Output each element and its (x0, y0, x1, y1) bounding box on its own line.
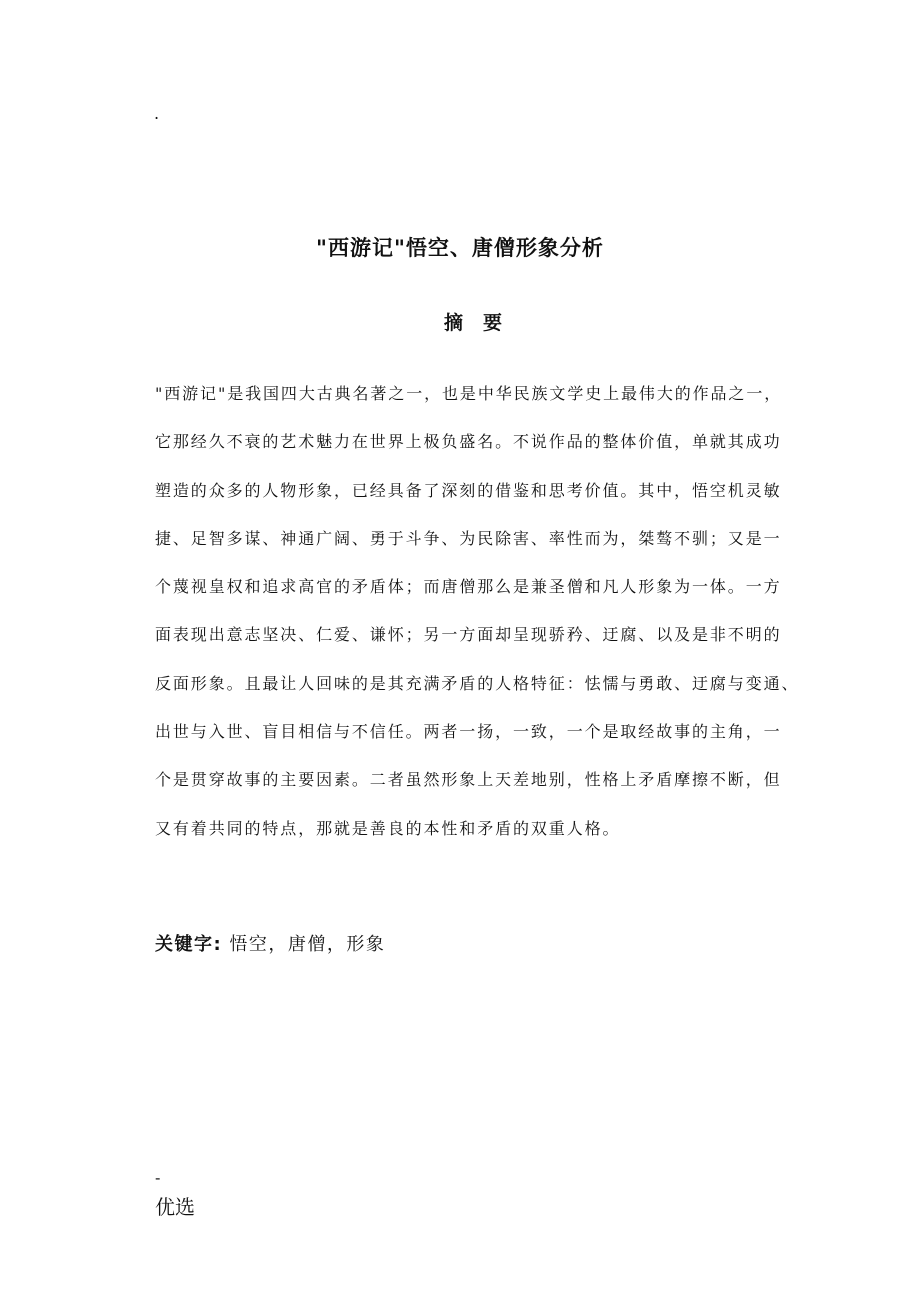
header-mark: . (154, 104, 160, 123)
abstract-line: 它那经久不衰的艺术魅力在世界上极负盛名。不说作品的整体价值，单就其成功 (155, 432, 782, 452)
abstract-heading: 摘要 (443, 312, 522, 334)
abstract-line: 个蔑视皇权和追求高官的矛盾体；而唐僧那么是兼圣僧和凡人形象为一体。一方 (155, 577, 782, 597)
footer-text: 优选 (155, 1195, 195, 1219)
document-title: "西游记"悟空、唐僧形象分析 (316, 235, 604, 260)
keywords-line (155, 930, 385, 960)
abstract-line: 反面形象。且最让人回味的是其充满矛盾的人格特征：怯懦与勇敢、迂腐与变通、 (155, 673, 800, 693)
footer-mark: - (155, 1168, 161, 1187)
abstract-line: "西游记"是我国四大古典名著之一，也是中华民族文学史上最伟大的作品之一， (155, 384, 783, 403)
abstract-line: 出世与入世、盲目相信与不信任。两者一扬，一致，一个是取经故事的主角，一 (155, 722, 782, 742)
abstract-line: 塑造的众多的人物形象，已经具备了深刻的借鉴和思考价值。其中，悟空机灵敏 (155, 480, 782, 500)
abstract-body (155, 379, 825, 862)
abstract-line: 又有着共同的特点，那就是善良的本性和矛盾的双重人格。 (155, 818, 621, 838)
abstract-line: 面表现出意志坚决、仁爱、谦怀；另一方面却呈现骄矜、迂腐、以及是非不明的 (155, 625, 782, 645)
keywords-value: 悟空，唐僧，形象 (222, 934, 386, 955)
keywords-label: 关键字: (155, 934, 223, 955)
abstract-line: 个是贯穿故事的主要因素。二者虽然形象上天差地别，性格上矛盾摩擦不断，但 (155, 770, 782, 790)
abstract-line: 捷、足智多谋、神通广阔、勇于斗争、为民除害、率性而为，桀骜不驯；又是一 (155, 528, 782, 548)
